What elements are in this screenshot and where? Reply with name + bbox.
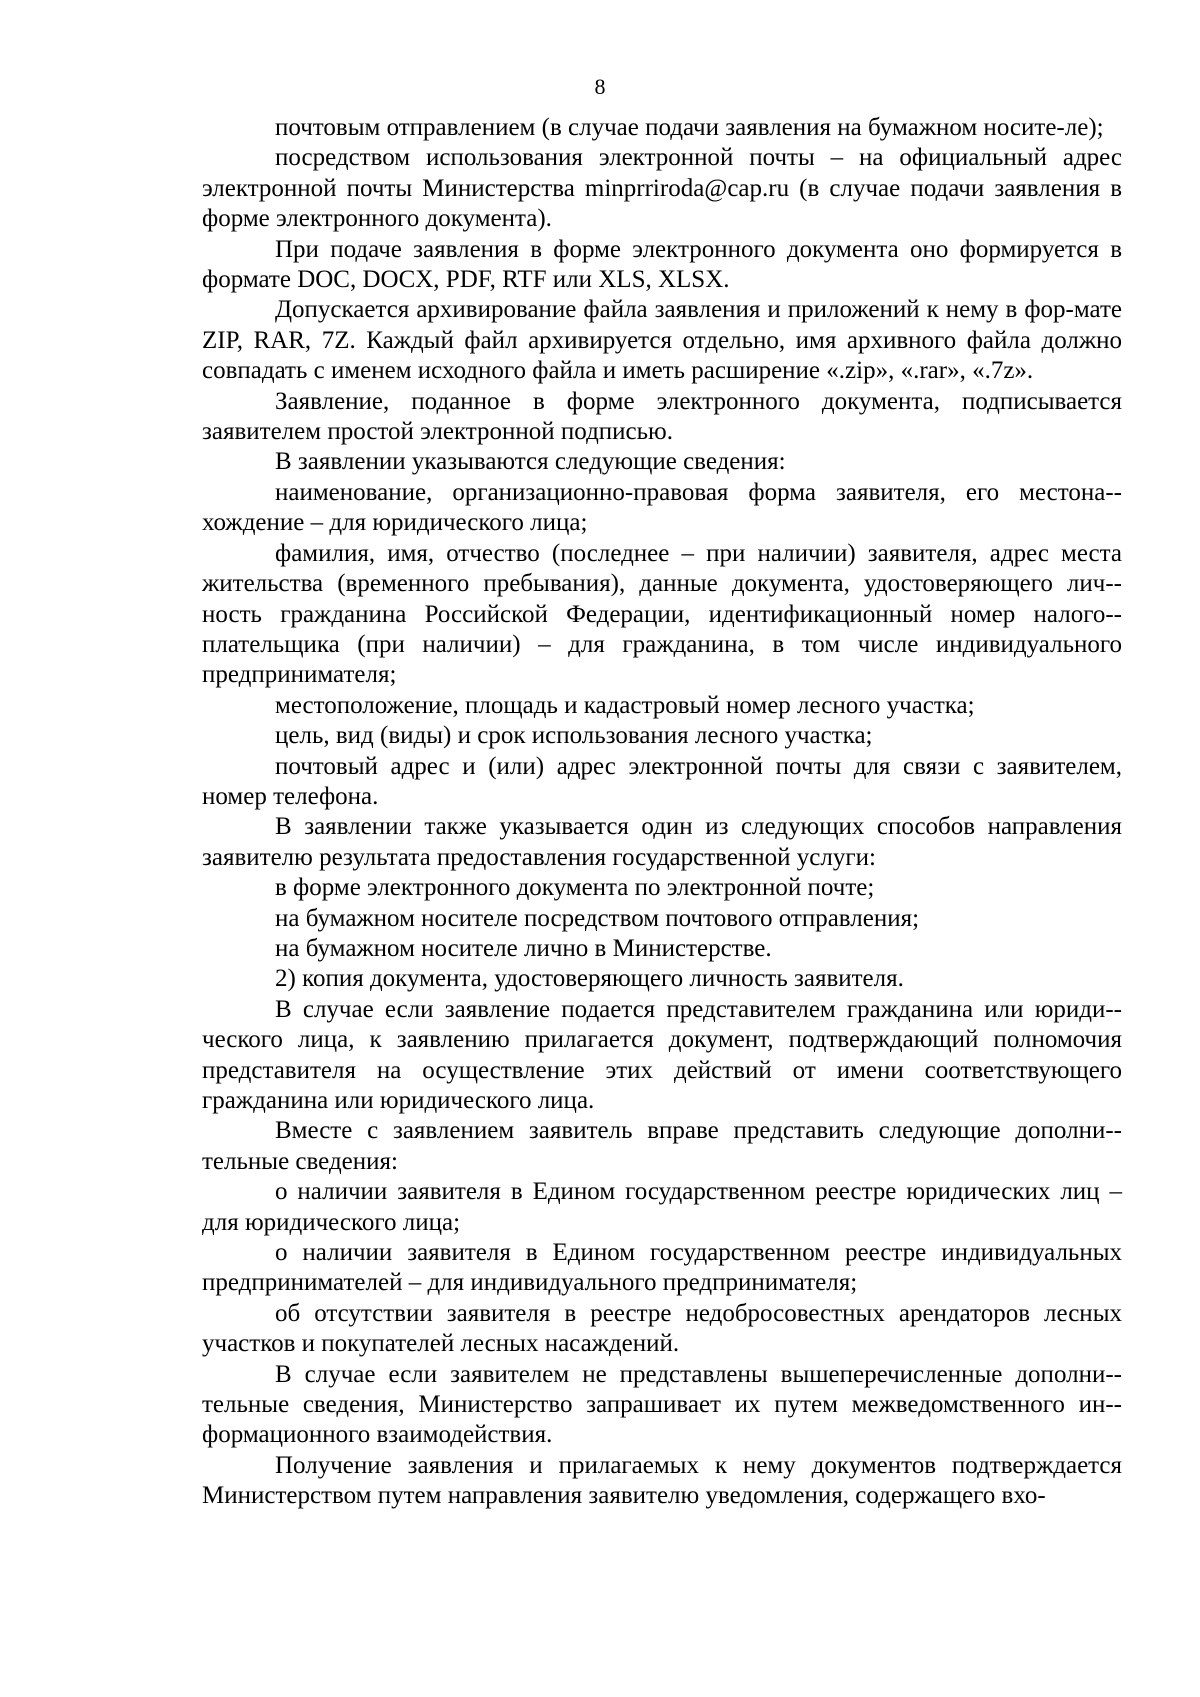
document-body: [202, 113, 1122, 1512]
paragraph-representative: В случае если заявление подается представителем гражданина или юриди-ческого лица, к заявлению прилагается документ, подтверждающий полномочия представителя на осуществление этих действий от имени соответствующего гражданина или юридического лица.: [202, 995, 1122, 1114]
paragraph-email-submission: посредством использования электронной почты – на официальный адрес электронной почты Министерства minprriroda@cap.ru (в случае подачи заявления в форме электронного документа).: [202, 144, 1122, 233]
paragraph-electronic-signature: Заявление, поданное в форме электронного документа, подписывается заявителем простой электронной подписью.: [202, 387, 1122, 446]
page-number: 8: [594, 74, 606, 99]
paragraph-citizen-details: фамилия, имя, отчество (последнее – при наличии) заявителя, адрес места жительства (временного пребывания), данные документа, удостоверяющего лич-ность гражданина Российской Федерации, идентификационный номер налого-плательщика (при наличии) – для гражданина, в том числе индивидуального предпринимателя;: [202, 539, 1122, 689]
paragraph-plot-purpose: цель, вид (виды) и срок использования лесного участка;: [275, 722, 873, 750]
paragraph-delivery-in-person: на бумажном носителе лично в Министерстве.: [275, 934, 772, 962]
paragraph-unscrupulous-registry: об отсутствии заявителя в реестре недобросовестных арендаторов лесных участков и покупателей лесных насаждений.: [202, 1299, 1122, 1358]
paragraph-postal-submission: почтовым отправлением (в случае подачи заявления на бумажном носите-ле);: [275, 114, 1104, 141]
paragraph-plot-location: местоположение, площадь и кадастровый номер лесного участка;: [275, 691, 975, 719]
paragraph-entrepreneur-registry: о наличии заявителя в Едином государственном реестре индивидуальных предпринимателей – для индивидуального предпринимателя;: [202, 1239, 1122, 1297]
paragraph-identity-copy: 2) копия документа, удостоверяющего личность заявителя.: [275, 965, 904, 993]
paragraph-legal-entity-registry: о наличии заявителя в Едином государственном реестре юридических лиц – для юридического лица;: [202, 1178, 1122, 1236]
paragraph-receipt-confirmation: Получение заявления и прилагаемых к нему документов подтверждается Министерством путем направления заявителю уведомления, содержащего вхо-: [202, 1451, 1122, 1510]
paragraph-result-delivery: В заявлении также указывается один из следующих способов направления заявителю результата предоставления государственной услуги:: [202, 813, 1122, 871]
paragraph-application-contents: В заявлении указываются следующие сведения:: [275, 448, 786, 476]
paragraph-additional-info: Вместе с заявлением заявитель вправе представить следующие дополни-тельные сведения:: [202, 1117, 1122, 1175]
paragraph-interagency-request: В случае если заявителем не представлены вышеперечисленные дополни-тельные сведения, Министерство запрашивает их путем межведомственного ин-формационного взаимодействия.: [202, 1360, 1122, 1449]
paragraph-legal-entity-name: наименование, организационно-правовая форма заявителя, его местона-хождение – для юридического лица;: [202, 478, 1122, 537]
paragraph-electronic-formats: При подаче заявления в форме электронного документа оно формируется в формате DOC, DOCX, PDF, RTF или XLS, XLSX.: [202, 235, 1122, 294]
paragraph-delivery-email: в форме электронного документа по электронной почте;: [275, 874, 875, 902]
paragraph-contact-address: почтовый адрес и (или) адрес электронной почты для связи с заявителем, номер телефона.: [202, 752, 1122, 810]
paragraph-archive-formats: Допускается архивирование файла заявления и приложений к нему в фор-мате ZIP, RAR, 7Z. Каждый файл архивируется отдельно, имя архивного файла должно совпадать с именем исходного файла и иметь расширение «.zip», «.rar», «.7z».: [202, 296, 1122, 385]
paragraph-delivery-mail: на бумажном носителе посредством почтового отправления;: [275, 904, 920, 932]
